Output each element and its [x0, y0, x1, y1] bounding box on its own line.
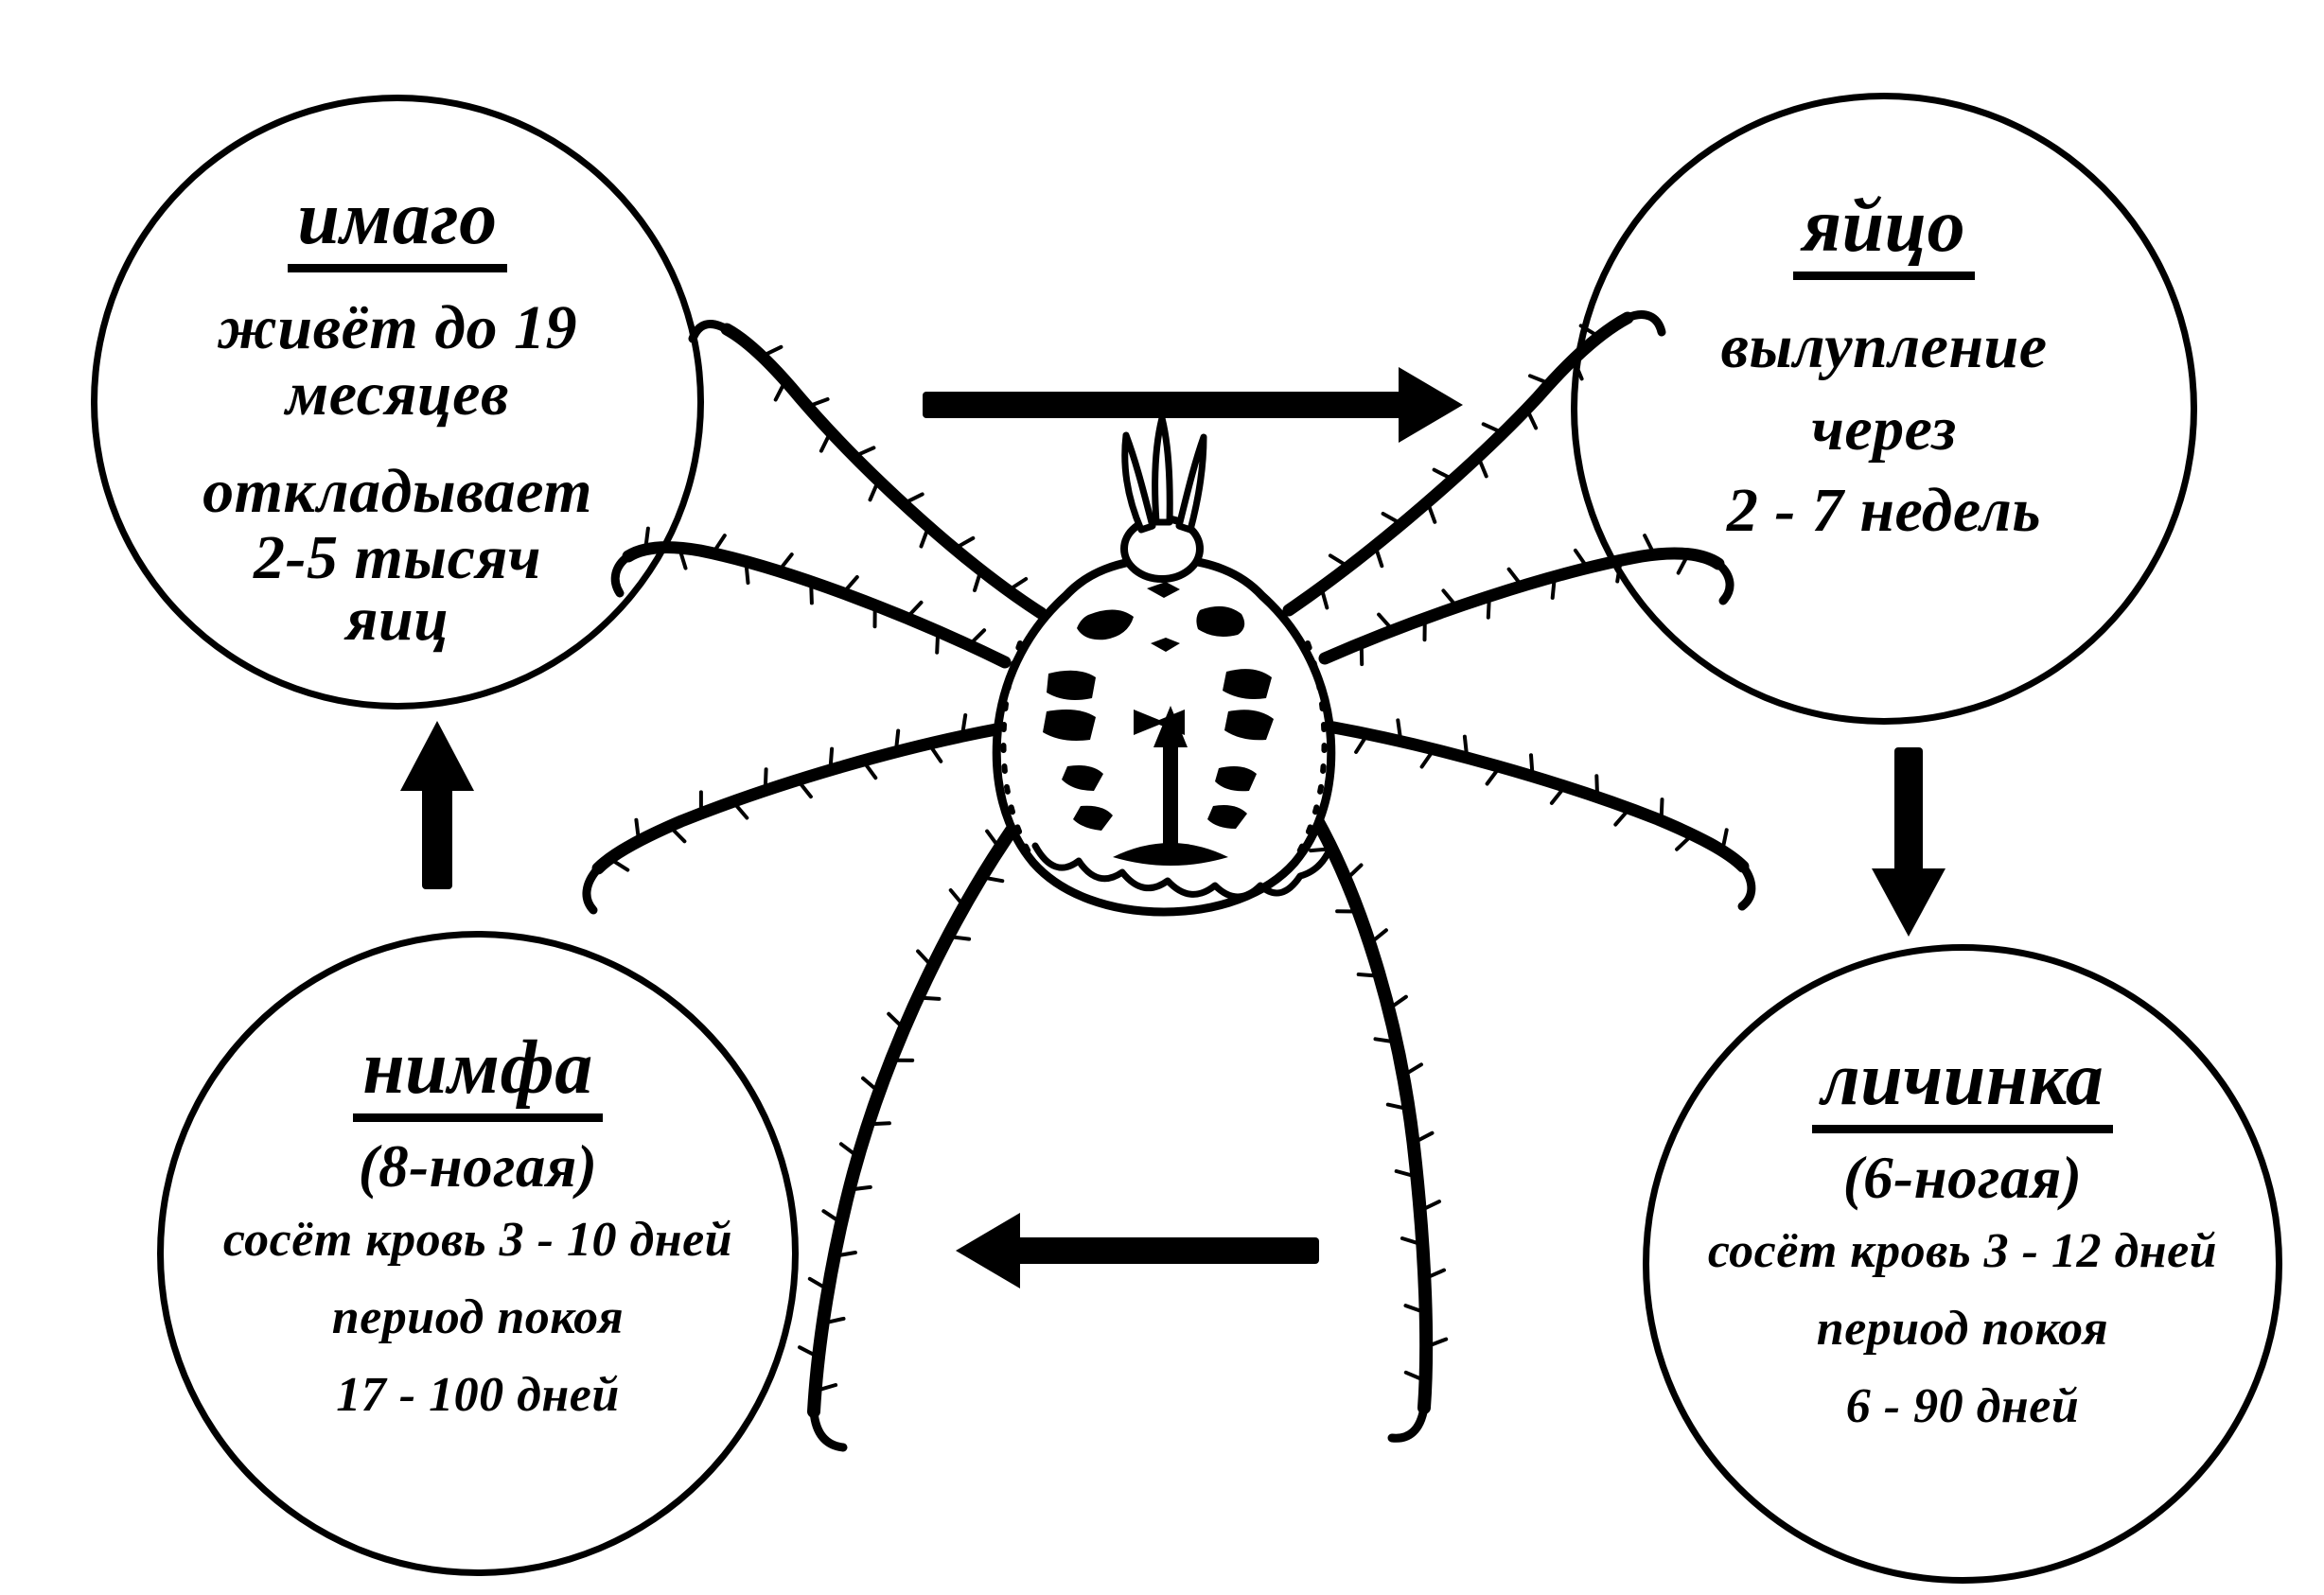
egg-title: яйцо [1793, 188, 1975, 280]
tick-leg-hind-left [814, 815, 1022, 1411]
tick-claw [1392, 1408, 1424, 1438]
imago-lifespan-line-2: месяцев [286, 359, 509, 429]
tick-leg-hair [948, 937, 969, 939]
tick-leg-hair [636, 820, 639, 841]
tick-claw [1742, 867, 1752, 906]
tick-leg-hair [830, 749, 832, 770]
arrow-larva-to-nymph [956, 1213, 1319, 1288]
tick-claw [587, 868, 598, 910]
nymph-feeding-line: сосёт кровь 3 - 10 дней [222, 1213, 733, 1268]
tick-leg-hair [918, 998, 939, 999]
arrow-imago-to-egg [923, 367, 1463, 443]
tick-leg-hair [811, 582, 812, 604]
arrow-nymph-to-imago [400, 721, 474, 889]
tick-leg-hair [896, 731, 898, 752]
tick-leg-hair [849, 1187, 870, 1190]
tick-leg-hair [1553, 577, 1555, 598]
tick-leg-hair [1008, 579, 1026, 590]
tick-leg-hair [1359, 974, 1380, 976]
larva-rest-duration-line: 6 - 90 дней [1845, 1378, 2080, 1433]
nymph-rest-label-line: период покоя [331, 1289, 625, 1344]
nymph-title: нимфа [353, 1030, 602, 1122]
tick-leg-hair [1596, 776, 1597, 797]
tick-claw [814, 1411, 843, 1447]
tick-leg-hair [1531, 755, 1533, 776]
stage-circle-imago [91, 95, 704, 710]
imago-title: имаго [288, 181, 506, 272]
egg-hatch-line-3: 2 - 7 недель [1726, 476, 2042, 546]
stage-circle-egg [1571, 93, 2197, 725]
imago-eggs-line-3: яиц [345, 584, 449, 654]
imago-eggs-line-2: 2-5 тысяч [253, 522, 542, 592]
tick-leg-hair [1362, 643, 1363, 664]
tick-leg-hair [746, 562, 748, 583]
arrow-egg-to-larva [1872, 747, 1945, 937]
tick-leg-hair [937, 631, 938, 652]
tick-leg-mid2-left [598, 728, 1001, 868]
tick-leg-hair [1465, 737, 1467, 758]
larva-legs-line: (6-ногая) [1842, 1145, 2083, 1211]
nymph-rest-duration-line: 17 - 100 дней [336, 1367, 620, 1422]
nymph-legs-line: (8-ногая) [358, 1133, 598, 1200]
larva-feeding-line: сосёт кровь 3 - 12 дней [1707, 1224, 2218, 1279]
larva-rest-label-line: период покоя [1816, 1301, 2109, 1356]
tick-leg-hair [1662, 799, 1663, 820]
tick-palps [1125, 418, 1204, 530]
egg-hatch-line-1: вылупление [1720, 312, 2048, 381]
imago-lifespan-line-1: живёт до 19 [218, 293, 577, 362]
larva-title: личинка [1812, 1042, 2114, 1133]
egg-hatch-line-2: через [1811, 394, 1957, 464]
stage-circle-nymph [157, 931, 799, 1576]
stage-circle-larva [1643, 944, 2282, 1584]
tick-leg-hair [868, 1123, 889, 1124]
tick-leg-hair [1488, 596, 1489, 617]
imago-eggs-line-1: откладывает [202, 457, 592, 527]
